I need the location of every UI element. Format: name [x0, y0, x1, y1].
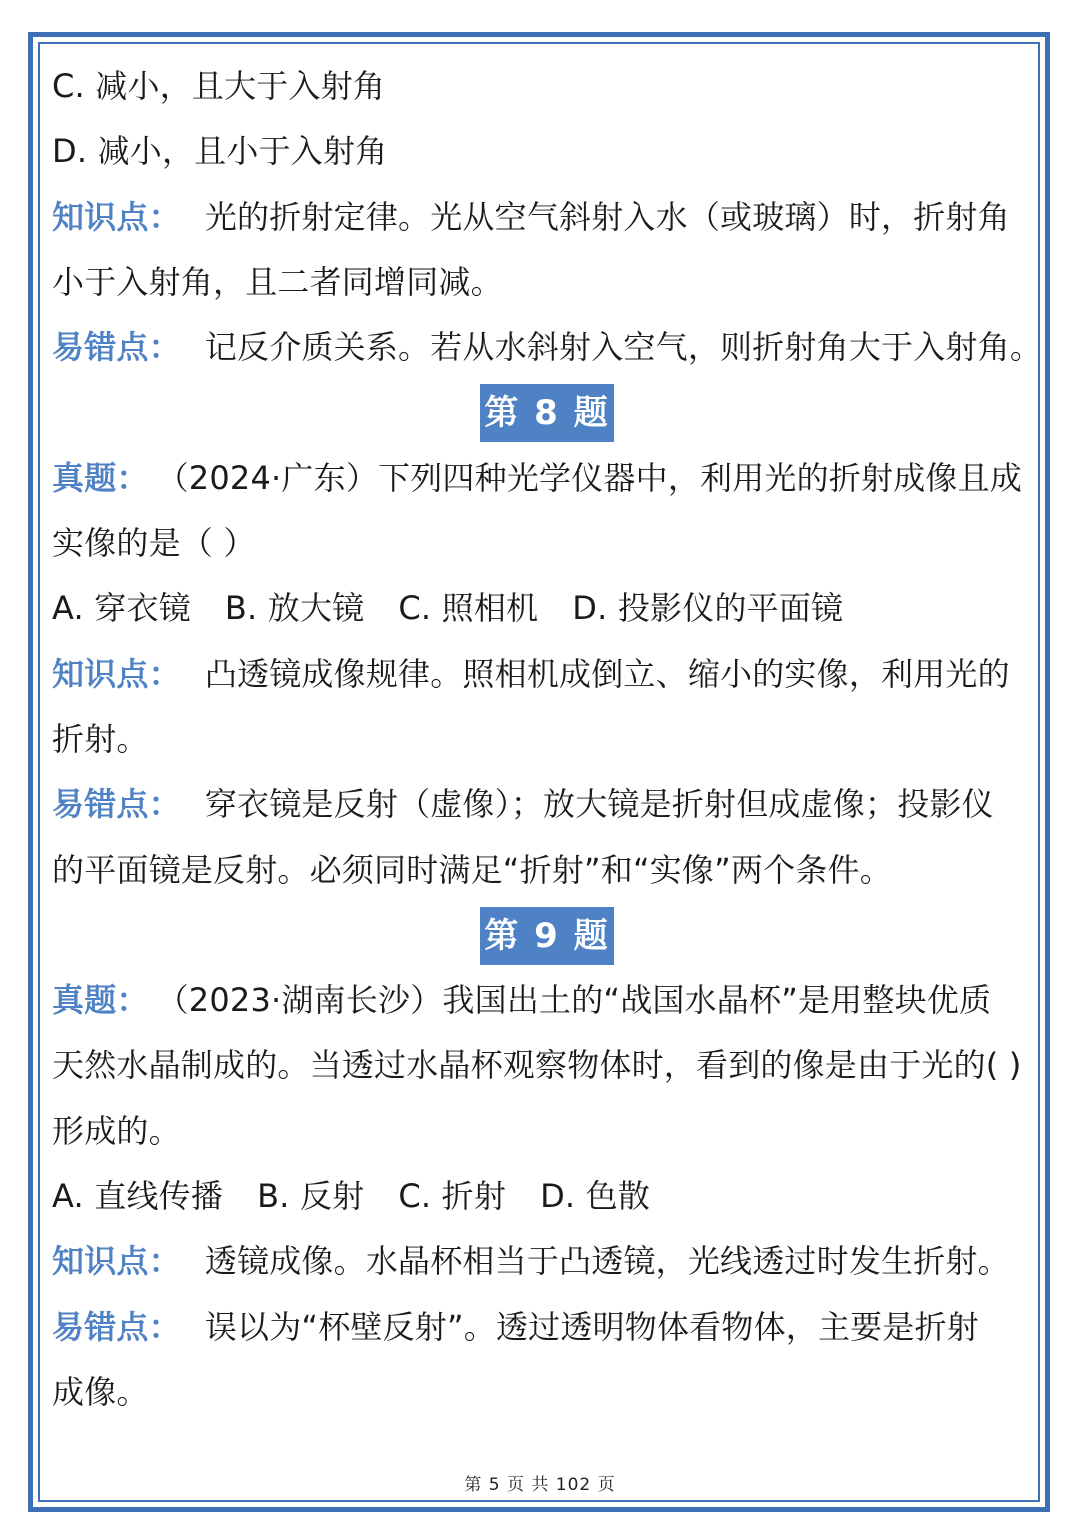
- q8-title: 第 8 题: [480, 384, 613, 442]
- q8-knowledge-line1: [52, 642, 1042, 707]
- q8-mistake-line2: 的平面镜是反射。必须同时满足“折射”和“实像”两个条件。: [52, 850, 892, 889]
- q9-question-line1: [52, 968, 1042, 1033]
- page-content: [52, 54, 1042, 1425]
- q9-knowledge-line1: [52, 1229, 1042, 1294]
- q8-question-line2: 实像的是（ ）: [52, 524, 256, 563]
- knowledge-label: 知识点：: [52, 197, 181, 236]
- q8-question-line1: [52, 446, 1042, 511]
- q7-knowledge-line2: 小于入射角，且二者同增同减。: [52, 262, 503, 301]
- question-text: （2024·广东）下列四种光学仪器中，利用光的折射成像且成: [172, 458, 1023, 497]
- q9-title-row: [52, 903, 1042, 968]
- mistake-label: 易错点：: [52, 1307, 181, 1346]
- q9-option-a: A. 直线传播: [52, 1177, 224, 1216]
- mistake-label: 易错点：: [52, 328, 181, 367]
- q9-title: 第 9 题: [480, 907, 613, 965]
- knowledge-text: 凸透镜成像规律。照相机成倒立、缩小的实像，利用光的: [204, 654, 1010, 693]
- q8-option-a: A. 穿衣镜: [52, 589, 191, 628]
- q9-mistake-line2: 成像。: [52, 1372, 149, 1411]
- q9-options: [52, 1164, 1042, 1229]
- q8-option-d: D. 投影仪的平面镜: [572, 589, 844, 628]
- q9-question-line3: 形成的。: [52, 1111, 181, 1150]
- q9-mistake-line1: [52, 1295, 1042, 1360]
- q7-knowledge-line1: [52, 185, 1042, 250]
- mistake-text: 误以为“杯壁反射”。透过透明物体看物体，主要是折射: [204, 1307, 979, 1346]
- q7-option-d: D. 减小，且小于入射角: [52, 132, 388, 171]
- question-text: （2023·湖南长沙）我国出土的“战国水晶杯”是用整块优质: [172, 981, 992, 1020]
- q8-option-c: C. 照相机: [398, 589, 539, 628]
- knowledge-label: 知识点：: [52, 1242, 181, 1281]
- q8-option-b: B. 放大镜: [224, 589, 365, 628]
- q8-mistake-line1: [52, 772, 1042, 837]
- q7-mistake-line1: [52, 315, 1042, 380]
- mistake-text: 记反介质关系。若从水斜射入空气，则折射角大于入射角。: [204, 328, 1043, 367]
- knowledge-text: 光的折射定律。光从空气斜射入水（或玻璃）时，折射角: [204, 197, 1010, 236]
- page-number-footer: 第 5 页 共 102 页: [464, 1475, 616, 1495]
- q8-knowledge-line2: 折射。: [52, 719, 149, 758]
- knowledge-text: 透镜成像。水晶杯相当于凸透镜，光线透过时发生折射。: [204, 1242, 1010, 1281]
- q9-question-line2: 天然水晶制成的。当透过水晶杯观察物体时，看到的像是由于光的( ): [52, 1046, 1022, 1085]
- mistake-label: 易错点：: [52, 785, 181, 824]
- q9-option-d: D. 色散: [540, 1177, 651, 1216]
- knowledge-label: 知识点：: [52, 654, 181, 693]
- question-label: 真题：: [52, 981, 149, 1020]
- mistake-text: 穿衣镜是反射（虚像）；放大镜是折射但成虚像；投影仪: [204, 785, 994, 824]
- q8-options: [52, 576, 1042, 641]
- question-label: 真题：: [52, 458, 149, 497]
- q9-option-b: B. 反射: [257, 1177, 365, 1216]
- q9-option-c: C. 折射: [398, 1177, 507, 1216]
- q8-title-row: [52, 380, 1042, 445]
- q7-option-c: C. 减小，且大于入射角: [52, 67, 386, 105]
